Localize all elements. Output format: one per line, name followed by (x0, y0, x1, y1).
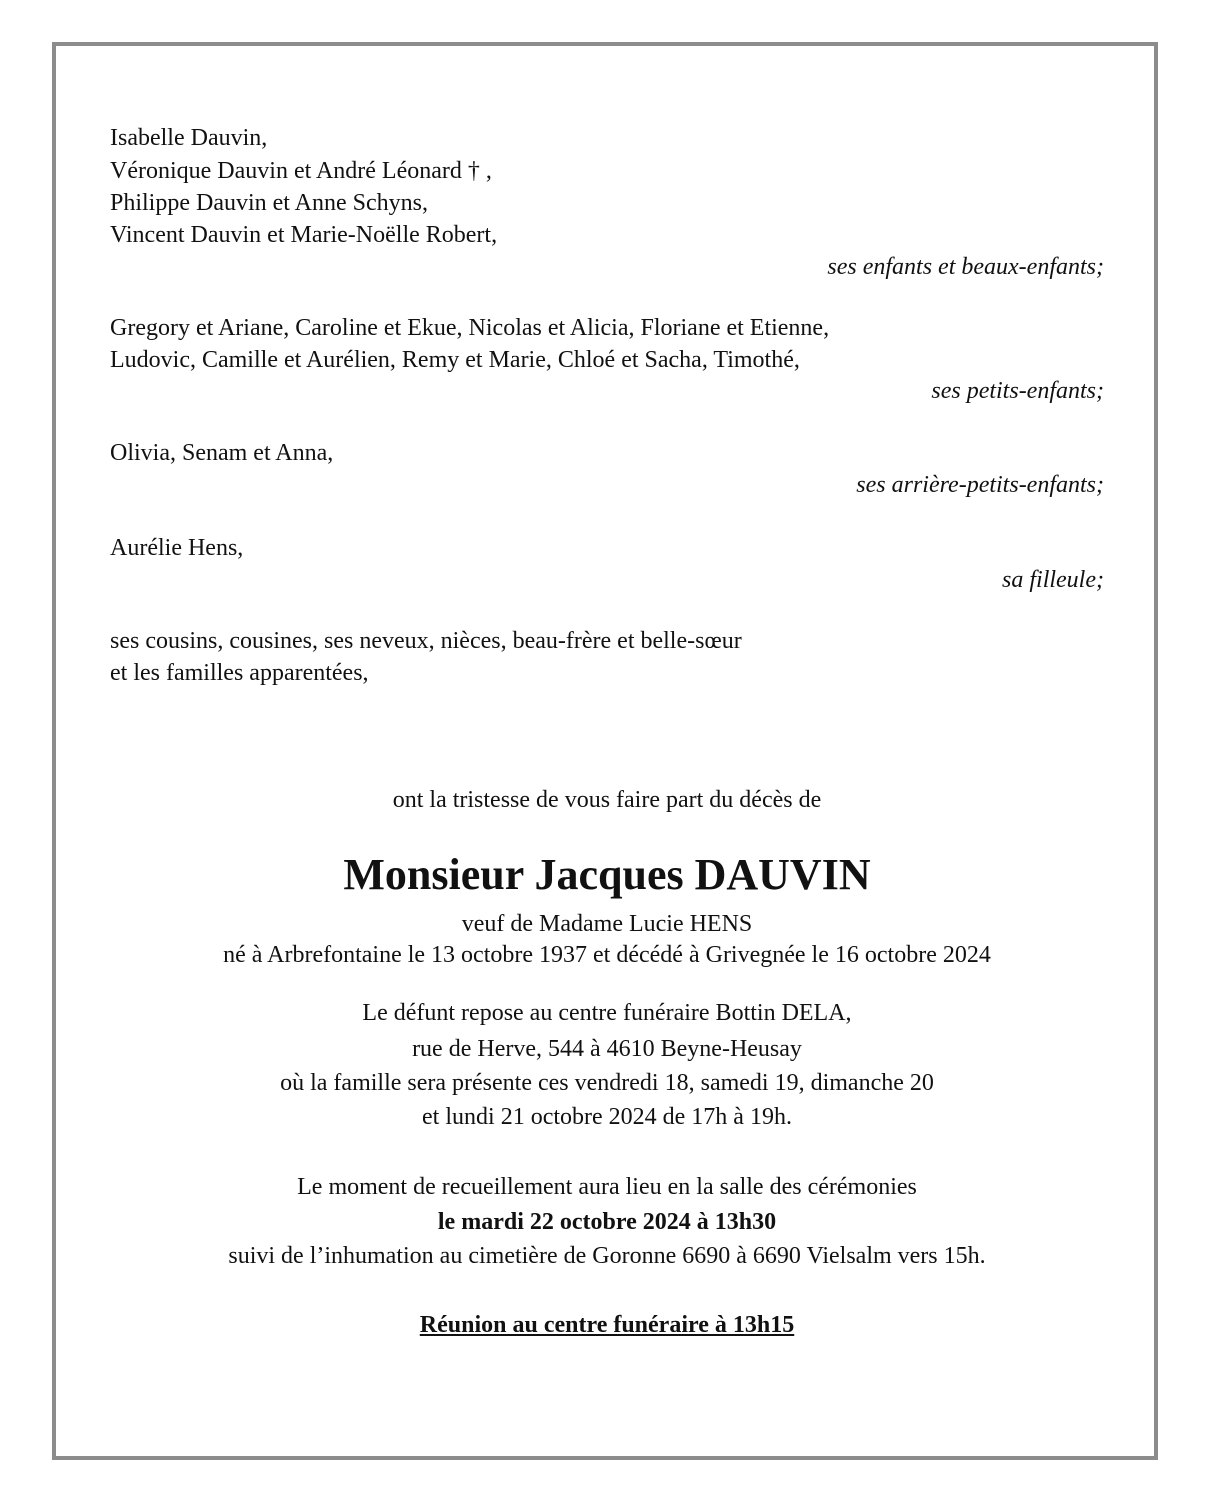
meeting-text: Réunion au centre funéraire à 13h15 (419, 1312, 795, 1338)
children-line-2: Véronique Dauvin et André Léonard † , (110, 158, 492, 184)
ceremony-date: le mardi 22 octobre 2024 à 13h30 (437, 1209, 777, 1235)
visitation-line-3: où la famille sera présente ces vendredi 18, samedi 19, dimanche 20 (280, 1070, 934, 1096)
visitation-line-4: et lundi 21 octobre 2024 de 17h à 19h. (422, 1104, 792, 1130)
visitation-line-1: Le défunt repose au centre funéraire Bottin DELA, (362, 1000, 852, 1026)
visitation-line-2: rue de Herve, 544 à 4610 Beyne-Heusay (412, 1036, 802, 1062)
grandchildren-line-2: Ludovic, Camille et Aurélien, Remy et Marie, Chloé et Sacha, Timothé, (110, 347, 800, 373)
others-line-1: ses cousins, cousines, ses neveux, nièces, beau-frère et belle-sœur (110, 628, 742, 654)
children-line-4: Vincent Dauvin et Marie-Noëlle Robert, (110, 222, 498, 248)
deceased-name: Monsieur Jacques DAUVIN (343, 850, 871, 899)
children-role: ses enfants et beaux-enfants; (827, 254, 1104, 280)
birth-death-line: né à Arbrefontaine le 13 octobre 1937 et décédé à Grivegnée le 16 octobre 2024 (223, 942, 991, 968)
others-line-2: et les familles apparentées, (110, 660, 369, 686)
goddaughter-line: Aurélie Hens, (110, 535, 244, 561)
great-grandchildren-role: ses arrière-petits-enfants; (856, 472, 1104, 498)
widower-line: veuf de Madame Lucie HENS (461, 911, 753, 937)
ceremony-line-1: Le moment de recueillement aura lieu en la salle des cérémonies (297, 1174, 917, 1200)
ceremony-line-3: suivi de l’inhumation au cimetière de Goronne 6690 à 6690 Vielsalm vers 15h. (228, 1243, 986, 1269)
children-line-1: Isabelle Dauvin, (110, 125, 268, 151)
grandchildren-role: ses petits-enfants; (931, 378, 1104, 404)
great-grandchildren-line: Olivia, Senam et Anna, (110, 440, 334, 466)
meeting-note (0, 1309, 1214, 1341)
grandchildren-line-1: Gregory et Ariane, Caroline et Ekue, Nicolas et Alicia, Floriane et Etienne, (110, 315, 830, 341)
goddaughter-role: sa filleule; (1002, 567, 1104, 593)
children-line-3: Philippe Dauvin et Anne Schyns, (110, 190, 428, 216)
announcement-intro: ont la tristesse de vous faire part du décès de (392, 787, 822, 813)
